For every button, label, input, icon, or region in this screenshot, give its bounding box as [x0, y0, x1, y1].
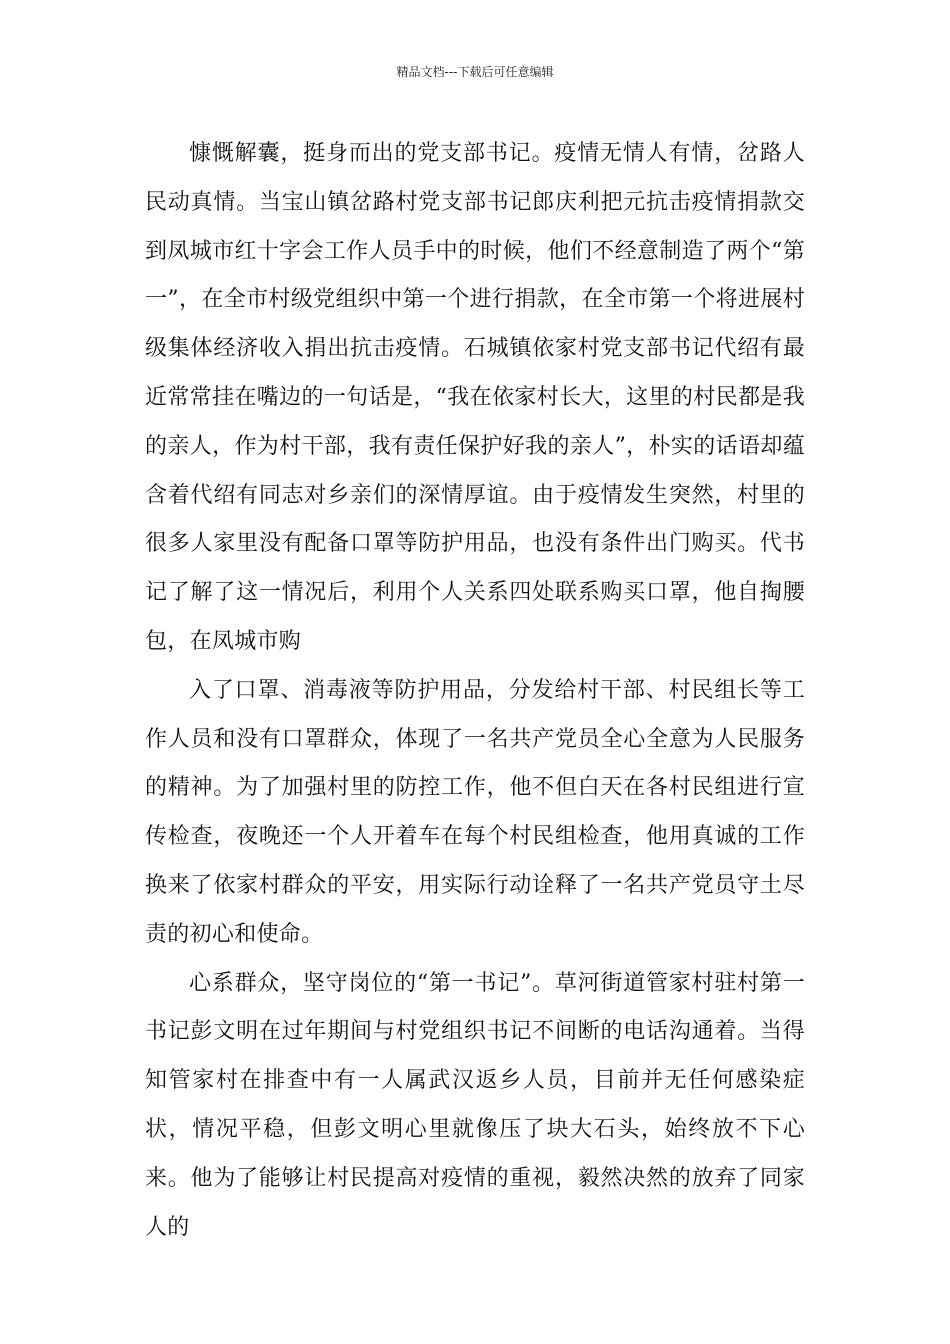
paragraph-2: 入了口罩、消毒液等防护用品，分发给村干部、村民组长等工作人员和没有口罩群众，体现了一名共产党员全心全意为人民服务的精神。为了加强村里的防控工作，他不但白天在各村民组进行宣传检查，夜晚还一个人开着车在每个村民组检查，他用真诚的工作换来了依家村群众的平安，用实际行动诠释了一名共产党员守土尽责的初心和使命。 — [145, 677, 805, 947]
paragraph-3: 心系群众，坚守岗位的“第一书记”。草河街道管家村驻村第一书记彭文明在过年期间与村党组织书记不间断的电话沟通着。当得知管家村在排查中有一人属武汉返乡人员，目前并无任何感染症状，情况平稳，但彭文明心里就像压了块大石头，始终放不下心来。他为了能够让村民提高对疫情的重视，毅然决然的放弃了同家人的 — [145, 970, 805, 1240]
page-header: 精品文档---下载后可任意编辑 — [396, 65, 554, 79]
document-body — [145, 130, 805, 1252]
paragraph-1: 慷慨解囊，挺身而出的党支部书记。疫情无情人有情，岔路人民动真情。当宝山镇岔路村党支部书记郎庆利把元抗击疫情捐款交到凤城市红十字会工作人员手中的时候，他们不经意制造了两个“第一”，在全市村级党组织中第一个进行捐款，在全市第一个将进展村级集体经济收入捐出抗击疫情。石城镇依家村党支部书记代绍有最近常常挂在嘴边的一句话是，“我在依家村长大，这里的村民都是我的亲人，作为村干部，我有责任保护好我的亲人”，朴实的话语却蕴含着代绍有同志对乡亲们的深情厚谊。由于疫情发生突然，村里的很多人家里没有配备口罩等防护用品，也没有条件出门购买。代书记了解了这一情况后，利用个人关系四处联系购买口罩，他自掏腰包，在凤城市购 — [145, 141, 805, 654]
